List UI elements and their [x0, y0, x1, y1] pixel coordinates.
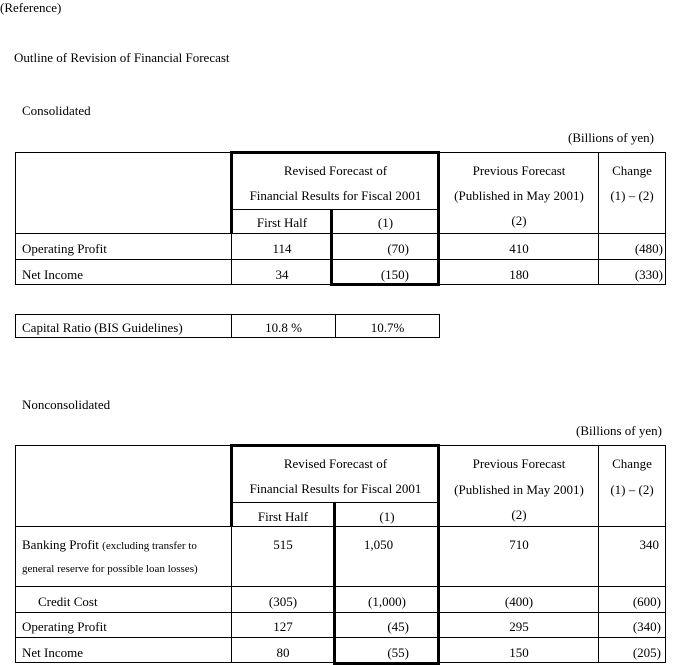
first-half-value: 515 [273, 537, 293, 552]
row-label: Operating Profit [22, 241, 107, 256]
col2-tag: (2) [511, 507, 527, 522]
change-title-line1: Change [612, 163, 652, 178]
revised-forecast-title-line1: Revised Forecast of [283, 456, 388, 471]
banking-profit-note: (excluding transfer to [102, 540, 197, 552]
change-value: (480) [634, 241, 663, 256]
col2-tag: (2) [511, 213, 527, 228]
change-value: (600) [632, 594, 661, 609]
first-half-header: First Half [256, 215, 308, 230]
revised-value: (45) [387, 619, 409, 634]
row-label: Credit Cost [38, 594, 98, 609]
previous-forecast-title-line2: (Published in May 2001) [454, 482, 584, 497]
revised-value: (55) [387, 645, 409, 660]
first-half-value: 127 [273, 619, 293, 634]
banking-profit-note-line2: general reserve for possible loan losses) [22, 563, 198, 575]
previous-value: (400) [504, 594, 534, 609]
capital-ratio-label: Capital Ratio (BIS Guidelines) [22, 320, 183, 335]
change-value: (205) [632, 645, 661, 660]
first-half-header: First Half [257, 509, 309, 524]
capital-ratio-full-year: 10.7% [370, 320, 405, 335]
consolidated-label: Consolidated [22, 103, 91, 118]
revised-forecast-title-line2: Financial Results for Fiscal 2001 [249, 481, 422, 496]
row-label: Operating Profit [22, 619, 107, 634]
change-title-line1: Change [612, 456, 652, 471]
change-value: (330) [634, 267, 663, 282]
revised-value: (70) [387, 241, 409, 256]
previous-forecast-title-line1: Previous Forecast [472, 456, 566, 471]
first-half-value: 80 [276, 645, 290, 660]
first-half-value: 114 [272, 241, 292, 256]
previous-value: 180 [509, 267, 529, 282]
capital-ratio-first-half: 10.8 % [265, 320, 302, 335]
previous-forecast-title-line1: Previous Forecast [472, 163, 566, 178]
first-half-value: 34 [275, 267, 289, 282]
consolidated-unit: (Billions of yen) [568, 130, 654, 145]
row-label: Net Income [22, 645, 84, 660]
change-value: 340 [639, 537, 659, 552]
previous-value: 410 [509, 241, 529, 256]
previous-value: 710 [509, 537, 529, 552]
outline-title: Outline of Revision of Financial Forecast [14, 50, 230, 65]
change-value: (340) [632, 619, 661, 634]
reference-label: (Reference) [0, 0, 62, 15]
revised-value: 1,050 [363, 537, 394, 552]
revised-value: (150) [380, 267, 409, 282]
previous-value: 150 [509, 645, 529, 660]
previous-forecast-title-line2: (Published in May 2001) [454, 188, 584, 203]
first-half-value: (305) [268, 594, 298, 609]
nonconsolidated-label: Nonconsolidated [22, 397, 111, 412]
change-title-line2: (1) – (2) [610, 188, 654, 203]
nonconsolidated-unit: (Billions of yen) [576, 423, 662, 438]
row-label: Net Income [22, 267, 84, 282]
row-label [22, 537, 197, 553]
previous-value: 295 [509, 619, 529, 634]
col1-tag: (1) [379, 509, 395, 524]
revised-forecast-title-line1: Revised Forecast of [283, 163, 388, 178]
revised-forecast-title-line2: Financial Results for Fiscal 2001 [249, 188, 422, 203]
change-title-line2: (1) – (2) [610, 482, 654, 497]
revised-value: (1,000) [368, 594, 406, 609]
col1-tag: (1) [377, 215, 394, 230]
banking-profit-label: Banking Profit [22, 537, 99, 552]
